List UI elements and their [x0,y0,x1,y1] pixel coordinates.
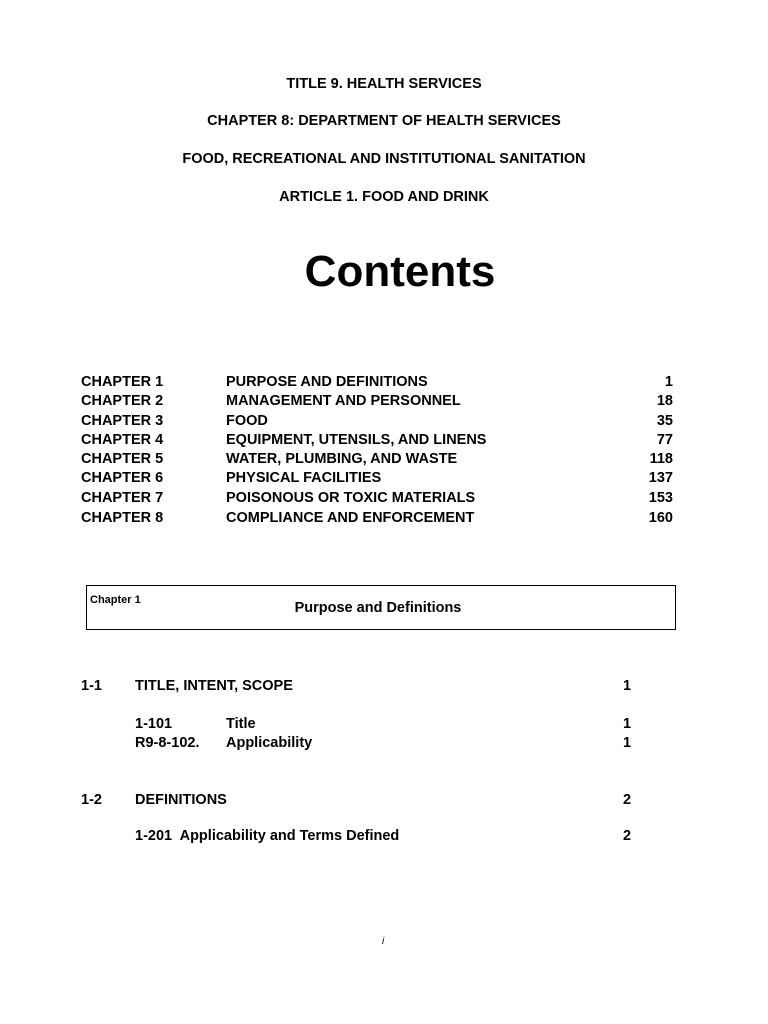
toc-chapter-label: CHAPTER 2 [81,393,164,409]
contents-heading: Contents [304,247,496,296]
toc-row [81,450,673,469]
toc-chapter-title: POISONOUS OR TOXIC MATERIALS [226,490,476,506]
section-number: 1-1 [81,678,102,694]
chapter-box-label: Chapter 1 [90,594,141,606]
toc-page-number: 1 [664,374,673,390]
subsection-number: 1-101 [135,716,173,732]
toc-chapter-title: EQUIPMENT, UTENSILS, AND LINENS [226,432,487,448]
section-page: 2 [623,792,632,808]
toc-chapter-title: WATER, PLUMBING, AND WASTE [226,451,458,467]
subsection-title: Applicability [226,735,313,751]
header-chapter-line: CHAPTER 8: DEPARTMENT OF HEALTH SERVICES [207,113,561,129]
header-subject-line: FOOD, RECREATIONAL AND INSTITUTIONAL SANITATION [182,151,586,167]
toc-page-number: 77 [656,432,673,448]
subsection-number: R9-8-102. [135,735,200,751]
subsection-entry: 1-201 Applicability and Terms Defined [135,828,400,844]
toc-chapter-label: CHAPTER 4 [81,432,164,448]
chapter-box-title: Purpose and Definitions [294,600,462,616]
toc-row [81,509,673,528]
toc-page-number: 35 [656,413,673,429]
header-article-line: ARTICLE 1. FOOD AND DRINK [279,189,489,205]
toc-chapter-label: CHAPTER 3 [81,413,164,429]
toc-row [81,412,673,431]
toc-chapter-label: CHAPTER 1 [81,374,164,390]
toc-chapter-label: CHAPTER 8 [81,510,164,526]
toc-row [81,392,673,411]
subsection-page: 1 [623,735,632,751]
subsection-title: Title [226,716,256,732]
toc-row [81,373,673,392]
toc-chapter-title: COMPLIANCE AND ENFORCEMENT [226,510,475,526]
toc-page-number: 160 [648,510,673,526]
toc-chapter-title: FOOD [226,413,268,429]
toc-chapter-label: CHAPTER 7 [81,490,164,506]
page-number-footer: i [382,936,385,947]
toc-chapter-title: MANAGEMENT AND PERSONNEL [226,393,461,409]
subsection-page: 2 [623,828,632,844]
toc-page-number: 153 [648,490,673,506]
toc-chapter-label: CHAPTER 5 [81,451,164,467]
section-title: DEFINITIONS [135,792,227,808]
toc-row [81,431,673,450]
section-page: 1 [623,678,632,694]
toc-page-number: 118 [649,451,673,467]
toc-chapter-label: CHAPTER 6 [81,470,164,486]
chapter-heading-box [86,585,676,630]
toc-chapter-title: PURPOSE AND DEFINITIONS [226,374,428,390]
toc-page-number: 18 [656,393,673,409]
toc-row [81,469,673,488]
subsection-page: 1 [623,716,632,732]
header-title-line: TITLE 9. HEALTH SERVICES [286,76,482,92]
toc-chapter-title: PHYSICAL FACILITIES [226,470,382,486]
section-title: TITLE, INTENT, SCOPE [135,678,293,694]
section-number: 1-2 [81,792,102,808]
toc-page-number: 137 [648,470,673,486]
toc-row [81,489,673,508]
